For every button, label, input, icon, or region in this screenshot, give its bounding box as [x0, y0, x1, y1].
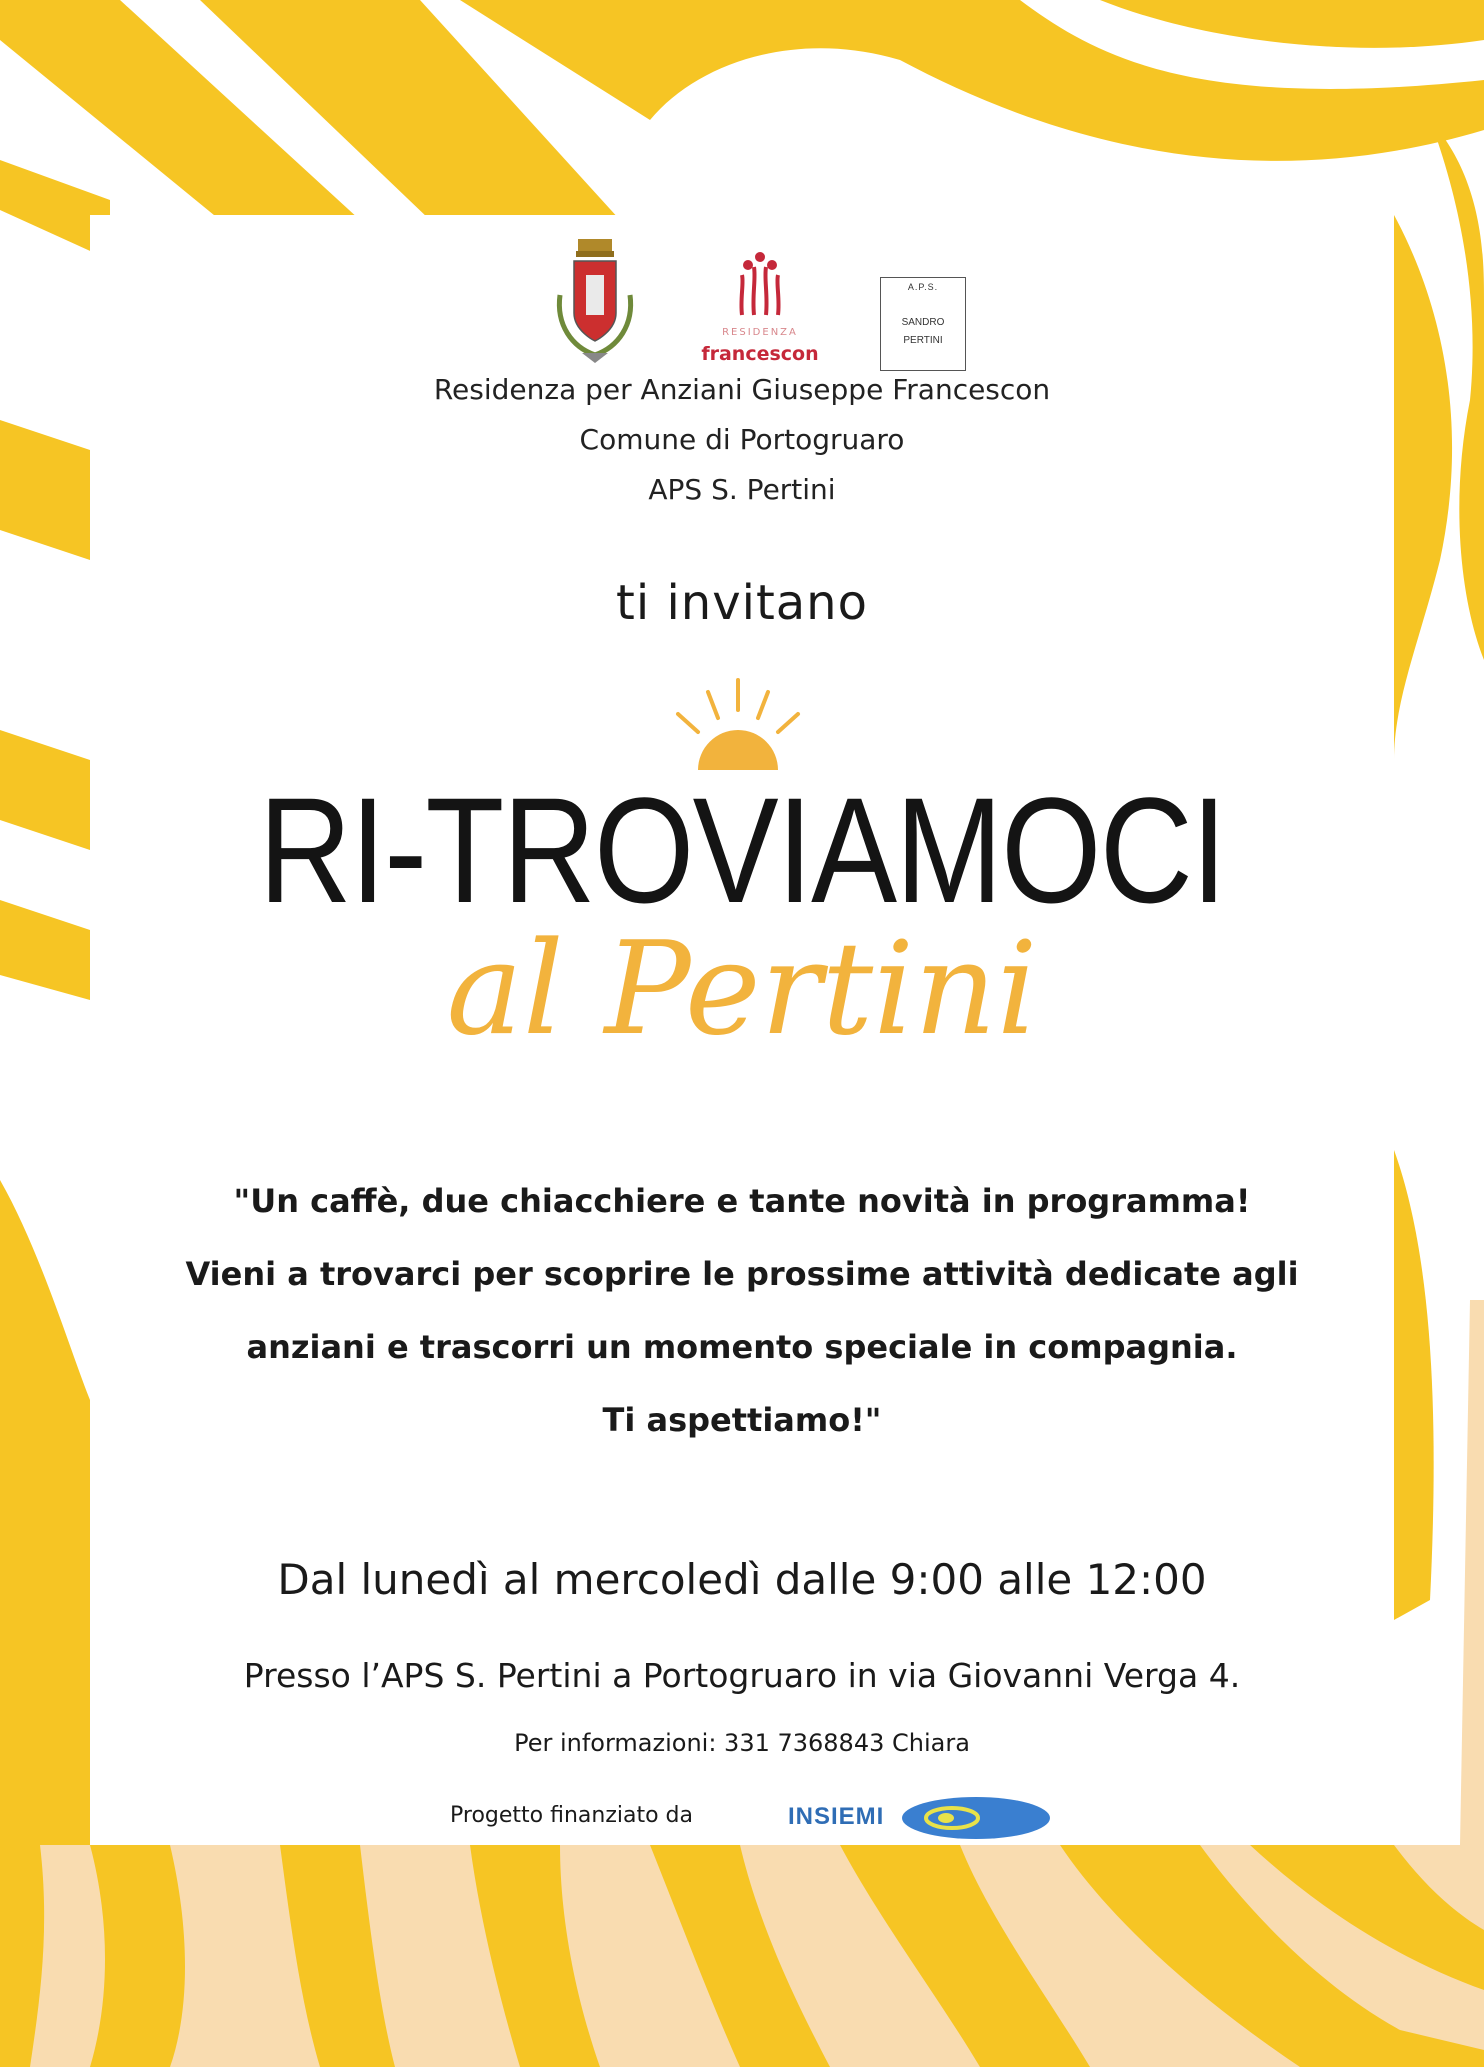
francescon-figures-icon	[690, 249, 830, 325]
organizer-line: Comune di Portogruaro	[579, 423, 905, 456]
francescon-logo	[690, 249, 830, 379]
sub-title: al Pertini	[446, 915, 1038, 1064]
contact-text: Per informazioni: 331 7368843 Chiara	[514, 1729, 970, 1757]
organizer-line: APS S. Pertini	[648, 473, 836, 506]
main-title: RI-TROVIAMOCI	[258, 766, 1226, 934]
aps-logo-small: A.P.S.	[907, 282, 939, 292]
insiemi-logo-icon	[900, 1795, 1052, 1841]
logo-row	[90, 235, 1394, 385]
funding-text: Progetto finanziato da	[450, 1803, 693, 1828]
quote-line: Ti aspettiamo!"	[602, 1401, 882, 1439]
organizers	[90, 365, 1394, 515]
aps-logo	[880, 277, 966, 371]
francescon-logo-small: RESIDENZA	[722, 327, 798, 338]
address-text: Presso l’APS S. Pertini a Portogruaro in via Giovanni Verga 4.	[243, 1656, 1241, 1695]
content-panel	[90, 215, 1394, 1845]
sun-icon	[638, 670, 838, 780]
insiemi-brand: INSIEMI	[788, 1803, 885, 1830]
aps-logo-line-2: PERTINI	[903, 335, 943, 346]
francescon-logo-name: francescon	[701, 343, 819, 365]
quote-line: Vieni a trovarci per scoprire le prossime attività dedicate agli	[185, 1255, 1299, 1293]
aps-logo-line-1: SANDRO	[901, 317, 945, 328]
organizer-line: Residenza per Anziani Giuseppe Francescon	[433, 373, 1051, 406]
funding-row	[90, 1795, 1394, 1845]
quote-block	[90, 1165, 1394, 1457]
municipal-crest-icon	[552, 235, 638, 371]
invite-text: ti invitano	[616, 575, 868, 631]
quote-line: "Un caffè, due chiacchiere e tante novità in programma!	[233, 1182, 1251, 1220]
quote-line: anziani e trascorri un momento speciale in compagnia.	[246, 1328, 1238, 1366]
schedule-text: Dal lunedì al mercoledì dalle 9:00 alle 12:00	[277, 1555, 1207, 1604]
